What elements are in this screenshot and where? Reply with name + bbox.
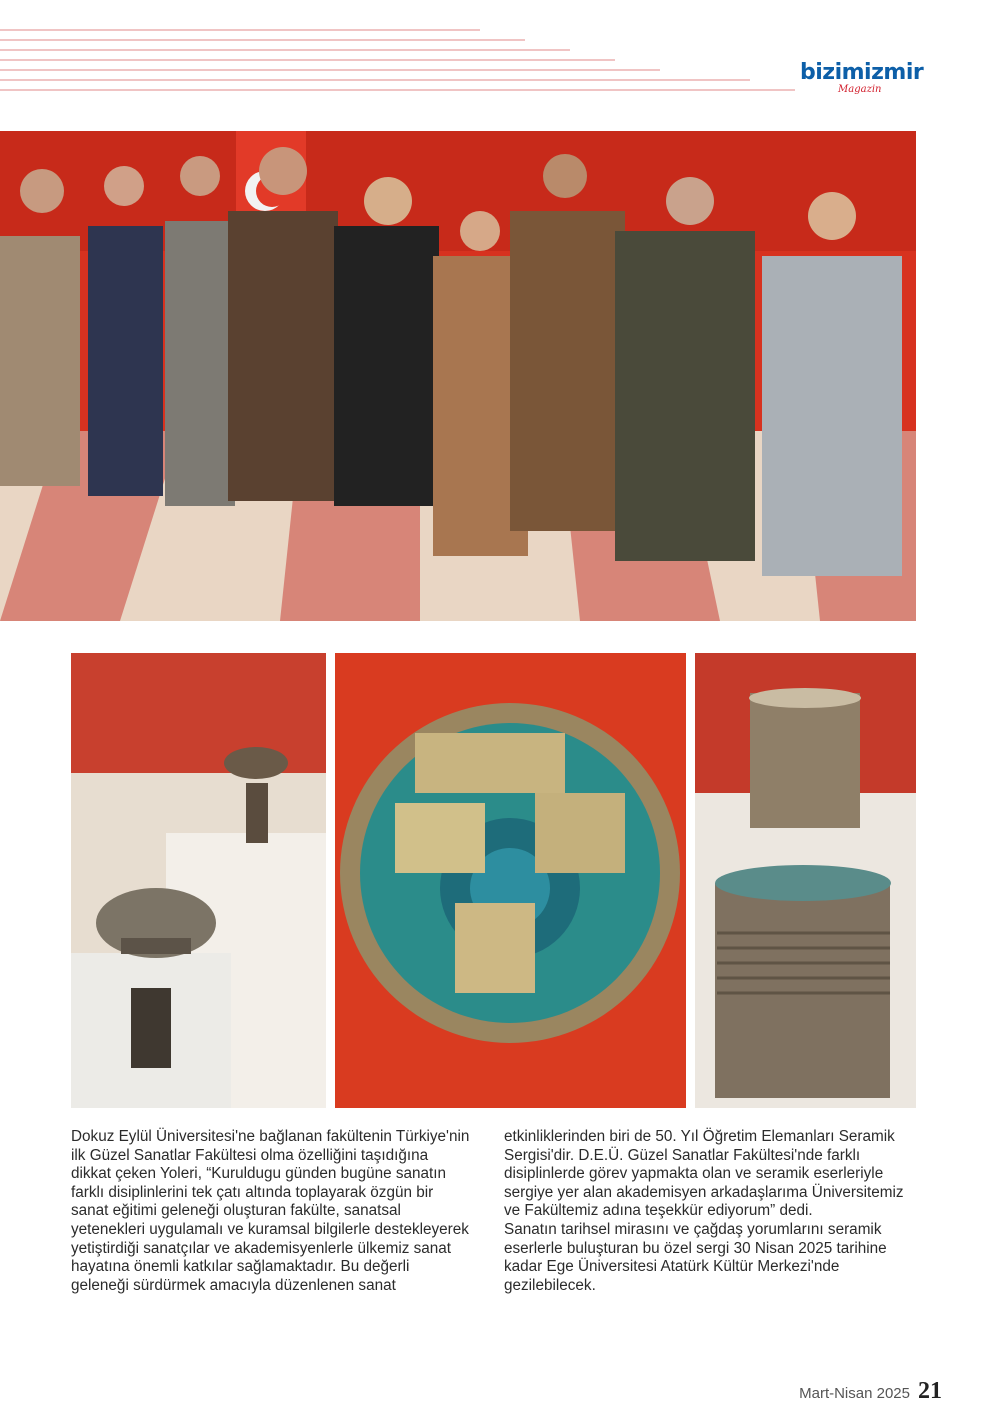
- article-column-right: [504, 1128, 914, 1295]
- article-paragraph: etkinliklerinden biri de 50. Yıl Öğretim Elemanları Seramik Sergisi'dir. D.E.Ü. Güzel Sanatlar Fakültesi'nde farklı disiplinlerde görev yapmakta olan ve seramik eserleriyle sergiye yer alan akademisyen arkadaşlarıma Üniversitemiz ve Fakültemiz adına teşekkür ediyorum” dedi.: [504, 1128, 904, 1220]
- article-column-left: [71, 1128, 471, 1295]
- ceramic-vessels-photo: [695, 653, 916, 1108]
- ceramic-plate-photo: [335, 653, 686, 1108]
- ceramic-bowls-photo: [71, 653, 326, 1108]
- logo-wordmark: bizimizmir: [800, 60, 924, 85]
- issue-date: Mart-Nisan 2025: [799, 1385, 910, 1402]
- article-paragraph: Dokuz Eylül Üniversitesi'ne bağlanan fakültenin Türkiye'nin ilk Güzel Sanatlar Fakültesi olma özelliğini taşıdığına dikkat çeken Yoleri, “Kuruldugu günden bugüne sanatın farklı disiplinlerini tek çatı altında toplayarak özgün bir sanat eğitimi geleneği oluşturan fakülte, sanatsal yetenekleri uygulamalı ve kuramsal bilgilerle destekleyerek yetiştirdiği sanatçılar ve akademisyenlerle ülkemiz sanat hayatına önemli katkılar sağlamaktadır. Bu değerli geleneği sürdürmek amacıyla düzenlenen sanat: [71, 1128, 470, 1294]
- logo-tagline: Magazin: [838, 84, 882, 95]
- bizimizmir-logo[interactable]: [800, 62, 922, 102]
- group-photo: [0, 131, 916, 621]
- page-footer: [799, 1378, 942, 1405]
- article-paragraph: Sanatın tarihsel mirasını ve çağdaş yorumlarını seramik eserlerle buluşturan bu özel sergi 30 Nisan 2025 tarihine kadar Ege Üniversitesi Atatürk Kültür Merkezi'nde gezilebilecek.: [504, 1220, 887, 1294]
- header-decorative-lines: [0, 28, 800, 98]
- page-number: 21: [918, 1378, 942, 1404]
